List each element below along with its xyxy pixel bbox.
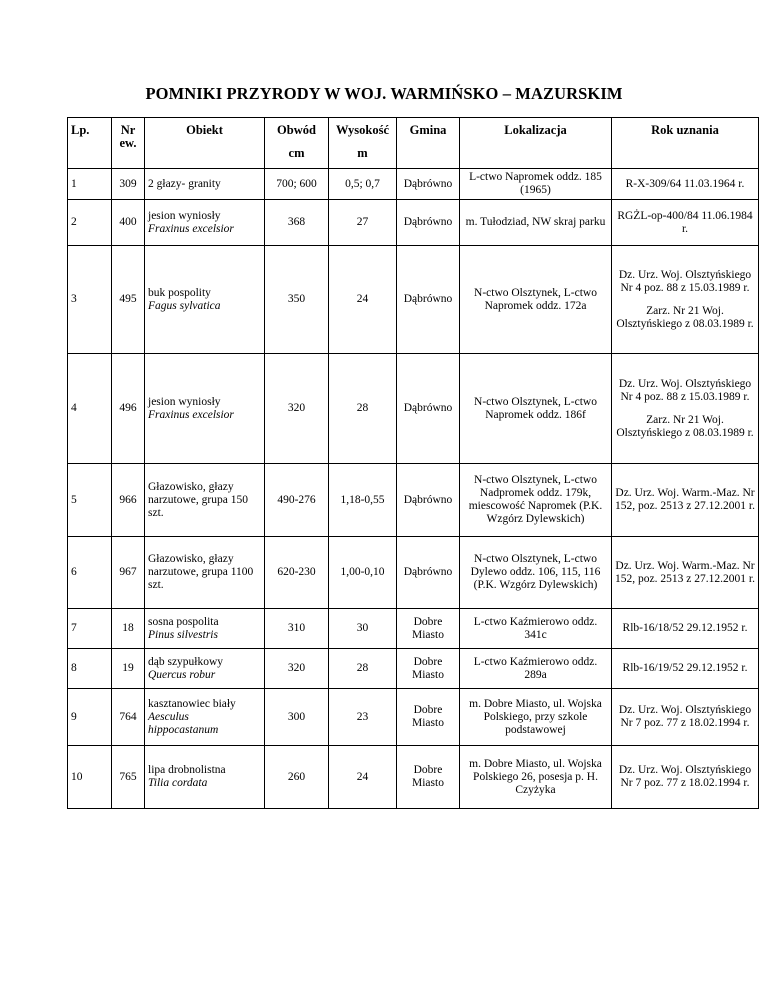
cell-gmina: Dąbrówno <box>397 246 460 354</box>
cell-obiekt <box>145 169 265 200</box>
cell-obwod: 368 <box>265 200 329 246</box>
cell-nr: 764 <box>112 689 145 746</box>
cell-nr: 309 <box>112 169 145 200</box>
cell-lp: 5 <box>68 464 112 537</box>
cell-wysokosc: 0,5; 0,7 <box>329 169 397 200</box>
object-name: 2 głazy- granity <box>148 177 221 190</box>
header-row <box>68 118 759 169</box>
cell-nr: 765 <box>112 746 145 809</box>
cell-lokalizacja: N-ctwo Olsztynek, L-ctwo Nadpromek oddz. 179k, miescowość Napromek (P.K. Wzgórz Dylewskich) <box>460 464 612 537</box>
header-wysokosc-unit: m <box>357 146 368 160</box>
header-nr: Nr ew. <box>112 118 145 169</box>
cell-obwod: 700; 600 <box>265 169 329 200</box>
header-obwod-label: Obwód <box>277 123 316 137</box>
table-row <box>68 464 759 537</box>
table-row <box>68 746 759 809</box>
cell-lp: 2 <box>68 200 112 246</box>
cell-gmina: Dąbrówno <box>397 169 460 200</box>
cell-obiekt <box>145 689 265 746</box>
cell-obiekt <box>145 354 265 464</box>
cell-obiekt <box>145 649 265 689</box>
cell-wysokosc: 1,18-0,55 <box>329 464 397 537</box>
cell-nr: 495 <box>112 246 145 354</box>
cell-obwod: 260 <box>265 746 329 809</box>
cell-rok <box>612 649 759 689</box>
cell-wysokosc: 24 <box>329 246 397 354</box>
cell-gmina: Dąbrówno <box>397 537 460 609</box>
object-name: kasztanowiec biały <box>148 697 236 710</box>
cell-lp: 3 <box>68 246 112 354</box>
cell-lp: 9 <box>68 689 112 746</box>
cell-wysokosc: 24 <box>329 746 397 809</box>
species-name: Pinus silvestris <box>148 628 218 641</box>
cell-lp: 7 <box>68 609 112 649</box>
rok-text: Dz. Urz. Woj. Olsztyńskiego Nr 4 poz. 88 z 15.03.1989 r. <box>618 377 752 403</box>
table-row <box>68 689 759 746</box>
cell-nr: 400 <box>112 200 145 246</box>
cell-lokalizacja: N-ctwo Olsztynek, L-ctwo Dylewo oddz. 106, 115, 116 (P.K. Wzgórz Dylewskich) <box>460 537 612 609</box>
header-obwod-unit: cm <box>288 146 305 160</box>
page-title: POMNIKI PRZYRODY W WOJ. WARMIŃSKO – MAZURSKIM <box>145 84 623 103</box>
cell-obiekt <box>145 464 265 537</box>
cell-nr: 18 <box>112 609 145 649</box>
cell-gmina: Dąbrówno <box>397 354 460 464</box>
rok-text: Dz. Urz. Woj. Olsztyńskiego Nr 7 poz. 77 z 18.02.1994 r. <box>618 704 752 729</box>
header-obiekt: Obiekt <box>145 118 265 169</box>
cell-obiekt <box>145 609 265 649</box>
table-row <box>68 200 759 246</box>
monuments-table <box>67 117 759 809</box>
cell-nr: 967 <box>112 537 145 609</box>
cell-gmina: Dobre Miasto <box>397 609 460 649</box>
species-name: Tilia cordata <box>148 777 208 789</box>
header-wysokosc-label: Wysokość <box>335 123 389 137</box>
cell-lokalizacja: m. Dobre Miasto, ul. Wojska Polskiego, przy szkole podstawowej <box>460 689 612 746</box>
cell-wysokosc: 28 <box>329 649 397 689</box>
cell-lp: 10 <box>68 746 112 809</box>
species-name: Aesculus hippocastanum <box>148 710 219 736</box>
cell-lokalizacja: L-ctwo Napromek oddz. 185 (1965) <box>460 169 612 200</box>
rok-text: Dz. Urz. Woj. Warm.-Maz. Nr 152, poz. 2513 z 27.12.2001 r. <box>615 559 755 585</box>
cell-lokalizacja: m. Dobre Miasto, ul. Wojska Polskiego 26, posesja p. H. Czyżyka <box>460 746 612 809</box>
cell-gmina: Dąbrówno <box>397 464 460 537</box>
cell-rok <box>612 464 759 537</box>
cell-gmina: Dąbrówno <box>397 200 460 246</box>
cell-lokalizacja: L-ctwo Kaźmierowo oddz. 289a <box>460 649 612 689</box>
object-name: jesion wyniosły <box>148 395 221 408</box>
cell-lokalizacja: N-ctwo Olsztynek, L-ctwo Napromek oddz. 186f <box>460 354 612 464</box>
rok-text: Dz. Urz. Woj. Olsztyńskiego Nr 4 poz. 88 z 15.03.1989 r. <box>618 268 752 294</box>
header-lp: Lp. <box>68 118 112 169</box>
cell-nr: 19 <box>112 649 145 689</box>
cell-gmina: Dobre Miasto <box>397 689 460 746</box>
cell-obwod: 300 <box>265 689 329 746</box>
cell-lp: 1 <box>68 169 112 200</box>
rok-text-secondary: Zarz. Nr 21 Woj. Olsztyńskiego z 08.03.1989 r. <box>616 304 754 330</box>
rok-text: Dz. Urz. Woj. Warm.-Maz. Nr 152, poz. 2513 z 27.12.2001 r. <box>615 487 755 512</box>
cell-wysokosc: 30 <box>329 609 397 649</box>
object-name: lipa drobnolistna <box>148 764 226 776</box>
rok-text: Dz. Urz. Woj. Olsztyńskiego Nr 7 poz. 77 z 18.02.1994 r. <box>618 764 752 789</box>
object-name: Głazowisko, głazy narzutowe, grupa 150 szt. <box>148 480 248 519</box>
header-rok: Rok uznania <box>612 118 759 169</box>
cell-lp: 6 <box>68 537 112 609</box>
cell-lokalizacja: N-ctwo Olsztynek, L-ctwo Napromek oddz. 172a <box>460 246 612 354</box>
species-name: Fagus sylvatica <box>148 299 221 312</box>
cell-rok <box>612 689 759 746</box>
object-name: jesion wyniosły <box>148 209 221 222</box>
cell-obiekt <box>145 537 265 609</box>
cell-obwod: 320 <box>265 354 329 464</box>
table-row <box>68 537 759 609</box>
cell-lokalizacja: m. Tułodziad, NW skraj parku <box>460 200 612 246</box>
cell-gmina: Dobre Miasto <box>397 746 460 809</box>
rok-text: RGŻL-op-400/84 11.06.1984 r. <box>617 209 753 235</box>
table-row <box>68 649 759 689</box>
species-name: Fraxinus excelsior <box>148 222 234 235</box>
species-name: Fraxinus excelsior <box>148 408 234 421</box>
rok-text: R-X-309/64 11.03.1964 r. <box>625 177 745 190</box>
rok-text: Rlb-16/19/52 29.12.1952 r. <box>622 662 748 674</box>
cell-wysokosc: 27 <box>329 200 397 246</box>
cell-obwod: 310 <box>265 609 329 649</box>
cell-obiekt <box>145 246 265 354</box>
cell-rok <box>612 200 759 246</box>
header-gmina: Gmina <box>397 118 460 169</box>
cell-obwod: 320 <box>265 649 329 689</box>
table-row <box>68 246 759 354</box>
table-row <box>68 354 759 464</box>
object-name: Głazowisko, głazy narzutowe, grupa 1100 szt. <box>148 553 254 591</box>
table-row <box>68 169 759 200</box>
object-name: buk pospolity <box>148 286 211 299</box>
cell-nr: 496 <box>112 354 145 464</box>
cell-rok <box>612 169 759 200</box>
cell-lp: 4 <box>68 354 112 464</box>
cell-wysokosc: 1,00-0,10 <box>329 537 397 609</box>
cell-wysokosc: 23 <box>329 689 397 746</box>
cell-rok <box>612 609 759 649</box>
cell-gmina: Dobre Miasto <box>397 649 460 689</box>
cell-rok <box>612 746 759 809</box>
cell-obiekt <box>145 200 265 246</box>
cell-rok <box>612 354 759 464</box>
header-obwod <box>265 118 329 169</box>
cell-lp: 8 <box>68 649 112 689</box>
object-name: sosna pospolita <box>148 615 219 628</box>
cell-nr: 966 <box>112 464 145 537</box>
cell-rok <box>612 246 759 354</box>
rok-text: Rlb-16/18/52 29.12.1952 r. <box>622 622 748 634</box>
object-name: dąb szypułkowy <box>148 655 224 668</box>
cell-wysokosc: 28 <box>329 354 397 464</box>
header-lokalizacja: Lokalizacja <box>460 118 612 169</box>
cell-lokalizacja: L-ctwo Kaźmierowo oddz. 341c <box>460 609 612 649</box>
header-wysokosc <box>329 118 397 169</box>
species-name: Quercus robur <box>148 668 216 681</box>
cell-rok <box>612 537 759 609</box>
cell-obwod: 620-230 <box>265 537 329 609</box>
cell-obwod: 350 <box>265 246 329 354</box>
cell-obwod: 490-276 <box>265 464 329 537</box>
cell-obiekt <box>145 746 265 809</box>
table-row <box>68 609 759 649</box>
rok-text-secondary: Zarz. Nr 21 Woj. Olsztyńskiego z 08.03.1989 r. <box>616 413 754 439</box>
